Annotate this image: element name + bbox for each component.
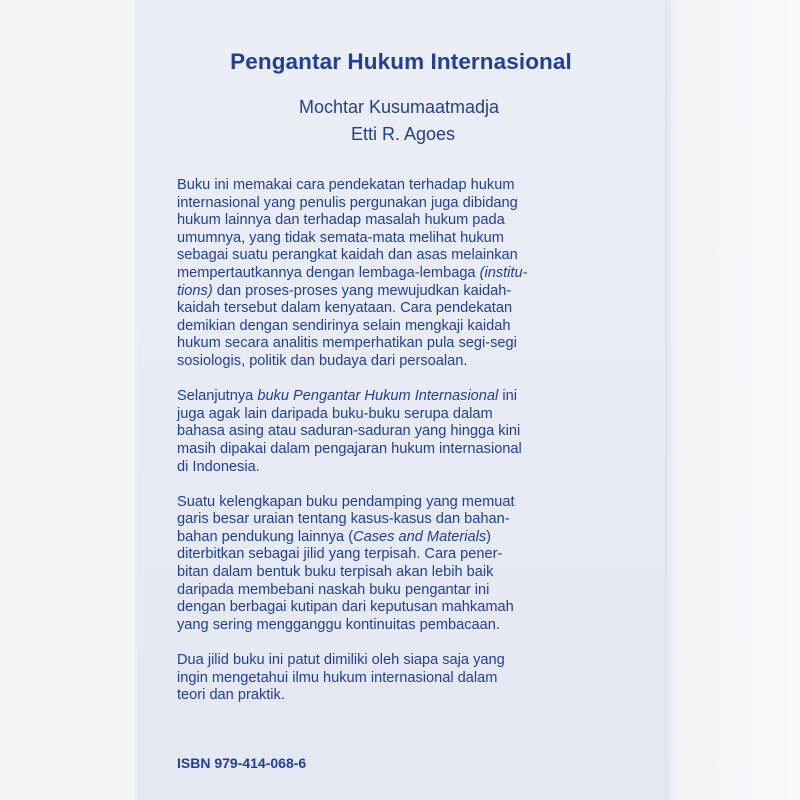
text-line	[177, 564, 607, 582]
text-line	[177, 494, 607, 512]
text-segment: dan proses-proses yang mewujudkan kaidah-	[212, 282, 512, 299]
italic-text: (institu-	[479, 264, 528, 281]
text-line	[177, 177, 607, 195]
text-line	[177, 599, 607, 617]
book-back-cover	[137, 0, 665, 800]
text-line	[177, 459, 607, 477]
text-segment: Selanjutnya	[177, 388, 258, 405]
text-segment: dengan berbagai kutipan dari keputusan mahkamah	[177, 599, 514, 616]
text-segment: Dua jilid buku ini patut dimiliki oleh siapa saja yang	[177, 652, 505, 669]
text-segment: )	[486, 528, 491, 545]
text-segment: demikian dengan sendirinya selain mengkaji kaidah	[177, 317, 511, 334]
text-segment: bahasa asing atau saduran-saduran yang hingga kini	[177, 423, 521, 440]
text-segment: Suatu kelengkapan buku pendamping yang memuat	[177, 493, 515, 510]
text-line	[177, 318, 607, 336]
text-line	[177, 582, 607, 600]
author-1: Mochtar Kusumaatmadja	[298, 97, 500, 117]
text-segment: di Indonesia.	[177, 458, 260, 475]
text-line	[177, 230, 607, 248]
blurb-paragraph	[177, 494, 607, 635]
text-line	[177, 687, 607, 705]
text-line	[177, 300, 607, 318]
text-line	[177, 670, 607, 688]
text-line	[177, 617, 607, 635]
italic-text: tions)	[177, 282, 213, 299]
text-segment: diterbitkan sebagai jilid yang terpisah. Cara pener-	[177, 546, 503, 563]
italic-text: Cases and Materials	[353, 528, 487, 545]
text-segment: garis besar uraian tentang kasus-kasus dan bahan-	[177, 511, 510, 528]
text-line	[177, 406, 607, 424]
text-line	[177, 247, 607, 265]
text-segment: Buku ini memakai cara pendekatan terhadap hukum	[177, 177, 515, 193]
text-line	[177, 283, 607, 301]
book-title: Pengantar Hukum Internasional	[230, 49, 572, 74]
text-segment: sosiologis, politik dan budaya dari persoalan.	[177, 352, 468, 369]
text-segment: kaidah tersebut dalam kenyataan. Cara pendekatan	[177, 300, 513, 317]
text-line	[177, 441, 607, 459]
author-2: Etti R. Agoes	[350, 124, 456, 144]
text-line	[177, 335, 607, 353]
text-segment: teori dan praktik.	[177, 687, 285, 704]
text-line	[177, 353, 607, 371]
blurb-paragraph	[177, 177, 607, 371]
text-line	[177, 265, 607, 283]
text-segment: mempertautkannya dengan lembaga-lembaga	[177, 264, 480, 281]
text-segment: umumnya, yang tidak semata-mata melihat hukum	[177, 229, 504, 246]
blurb-paragraph	[177, 652, 607, 705]
text-segment: daripada membebani naskah buku pengantar ini	[177, 581, 490, 598]
isbn: ISBN 979-414-068-6	[177, 755, 307, 771]
text-line	[177, 529, 607, 547]
blurb-paragraph	[177, 388, 607, 476]
text-line	[177, 212, 607, 230]
text-segment: bitan dalam bentuk buku terpisah akan lebih baik	[177, 564, 494, 581]
text-segment: ingin mengetahui ilmu hukum internasional dalam	[177, 669, 498, 686]
blurb-text	[177, 177, 607, 722]
text-segment: bahan pendukung lainnya (	[177, 528, 354, 545]
text-line	[177, 195, 607, 213]
italic-text: buku Pengantar Hukum Internasional	[257, 388, 499, 405]
text-segment: ini	[498, 388, 517, 405]
text-segment: hukum secara analitis memperhatikan pula segi-segi	[177, 335, 517, 352]
text-segment: sebagai suatu perangkat kaidah dan asas melainkan	[177, 247, 518, 264]
text-line	[177, 652, 607, 670]
text-segment: juga agak lain daripada buku-buku serupa dalam	[177, 405, 493, 422]
text-line	[177, 388, 607, 406]
text-segment: internasional yang penulis pergunakan juga dibidang	[177, 194, 518, 211]
text-segment: hukum lainnya dan terhadap masalah hukum pada	[177, 212, 505, 229]
text-segment: yang sering mengganggu kontinuitas pembacaan.	[177, 616, 500, 633]
text-line	[177, 423, 607, 441]
text-segment: masih dipakai dalam pengajaran hukum internasional	[177, 440, 522, 457]
text-line	[177, 511, 607, 529]
text-line	[177, 546, 607, 564]
